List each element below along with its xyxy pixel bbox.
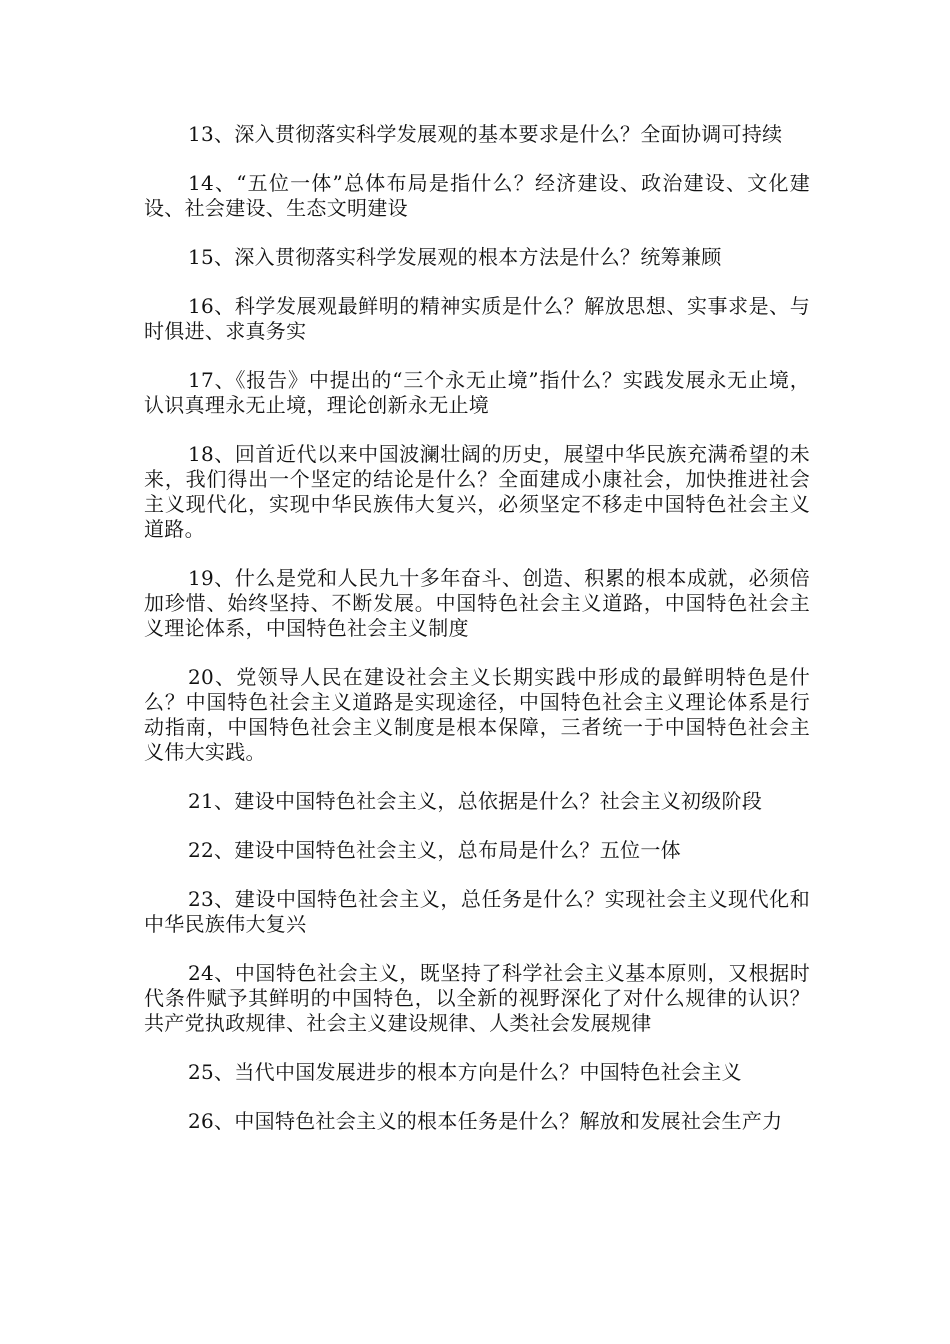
paragraph-20: 20、党领导人民在建设社会主义长期实践中形成的最鲜明特色是什么？中国特色社会主义道路是实现途径，中国特色社会主义理论体系是行动指南，中国特色社会主义制度是根本保障，三者统一于中国特色社会主义伟大实践。 bbox=[144, 665, 810, 764]
paragraph-25: 25、当代中国发展进步的根本方向是什么？中国特色社会主义 bbox=[188, 1060, 742, 1084]
paragraph-13: 13、深入贯彻落实科学发展观的基本要求是什么？全面协调可持续 bbox=[188, 122, 783, 146]
paragraph-19: 19、什么是党和人民九十多年奋斗、创造、积累的根本成就，必须倍加珍惜、始终坚持、不断发展。中国特色社会主义道路，中国特色社会主义理论体系，中国特色社会主义制度 bbox=[144, 566, 810, 640]
paragraph-16: 16、科学发展观最鲜明的精神实质是什么？解放思想、实事求是、与时俱进、求真务实 bbox=[144, 294, 810, 343]
paragraph-22: 22、建设中国特色社会主义，总布局是什么？五位一体 bbox=[188, 838, 681, 862]
paragraph-18: 18、回首近代以来中国波澜壮阔的历史，展望中华民族充满希望的未来，我们得出一个坚定的结论是什么？全面建成小康社会，加快推进社会主义现代化，实现中华民族伟大复兴，必须坚定不移走中国特色社会主义道路。 bbox=[144, 442, 810, 541]
paragraph-24: 24、中国特色社会主义，既坚持了科学社会主义基本原则，又根据时代条件赋予其鲜明的中国特色，以全新的视野深化了对什么规律的认识？共产党执政规律、社会主义建设规律、人类社会发展规律 bbox=[144, 961, 810, 1035]
document-body bbox=[144, 122, 810, 1158]
paragraph-21: 21、建设中国特色社会主义，总依据是什么？社会主义初级阶段 bbox=[188, 789, 763, 813]
paragraph-17: 17、《报告》中提出的“三个永无止境”指什么？实践发展永无止境，认识真理永无止境，理论创新永无止境 bbox=[144, 368, 810, 417]
paragraph-15: 15、深入贯彻落实科学发展观的根本方法是什么？统筹兼顾 bbox=[188, 245, 722, 269]
paragraph-23: 23、建设中国特色社会主义，总任务是什么？实现社会主义现代化和中华民族伟大复兴 bbox=[144, 887, 810, 936]
paragraph-14: 14、“五位一体”总体布局是指什么？经济建设、政治建设、文化建设、社会建设、生态文明建设 bbox=[144, 171, 810, 220]
paragraph-26: 26、中国特色社会主义的根本任务是什么？解放和发展社会生产力 bbox=[188, 1109, 783, 1133]
